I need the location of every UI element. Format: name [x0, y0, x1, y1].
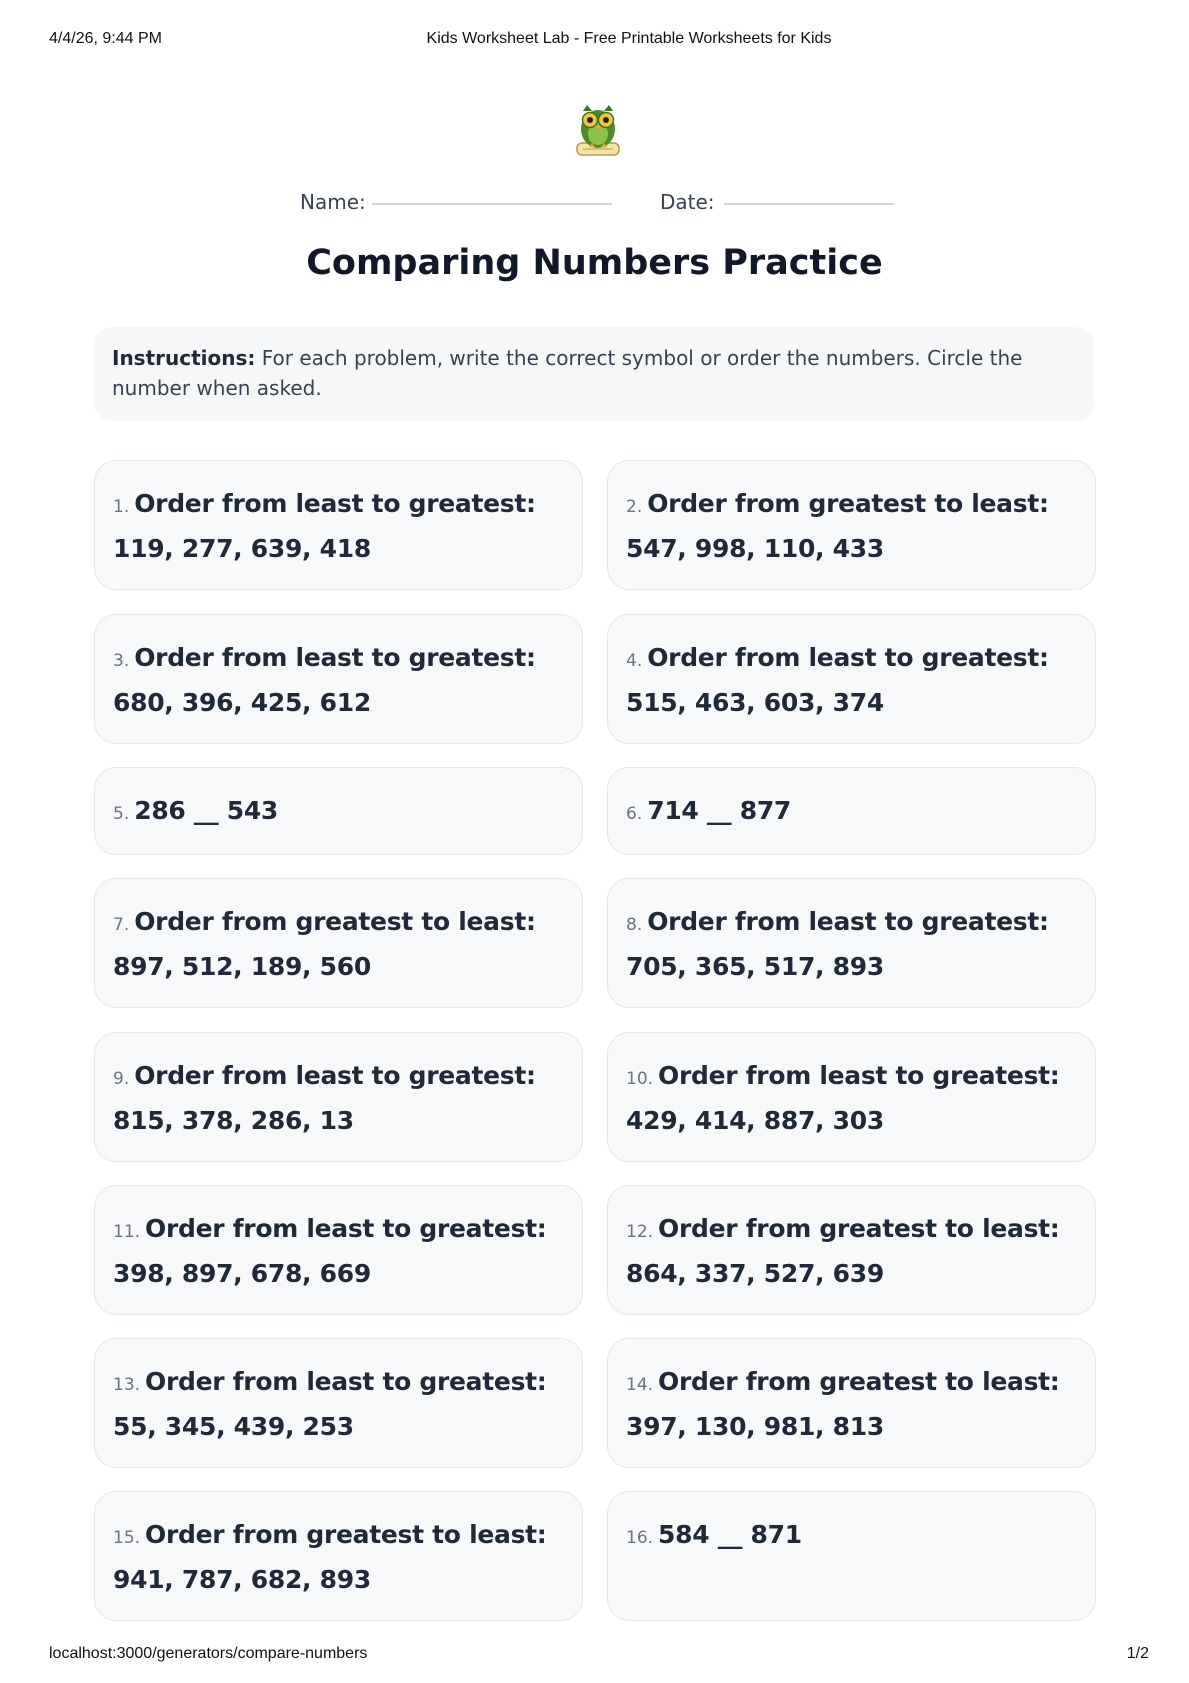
name-label: Name: — [300, 190, 366, 214]
problem-text: Order from least to greatest: 815, 378, 286, 13 — [113, 1061, 536, 1135]
problem-number: 10. — [626, 1069, 654, 1089]
problem-text: Order from least to greatest: 705, 365, 517, 893 — [626, 907, 1049, 981]
problem-card — [607, 1032, 1096, 1162]
date-label: Date: — [660, 190, 715, 214]
problem-text: Order from least to greatest: 680, 396, 425, 612 — [113, 643, 536, 717]
instructions-text: For each problem, write the correct symbol or order the numbers. Circle the number when asked. — [112, 346, 1023, 400]
problem-text: Order from least to greatest: 515, 463, 603, 374 — [626, 643, 1049, 717]
print-datetime: 4/4/26, 9:44 PM — [49, 30, 162, 47]
print-url: localhost:3000/generators/compare-numbers — [49, 1645, 368, 1662]
problem-number: 1. — [113, 497, 130, 517]
problem-card — [607, 767, 1096, 855]
problem-number: 11. — [113, 1222, 141, 1242]
problem-number: 16. — [626, 1528, 654, 1548]
problem-text: 584 __ 871 — [658, 1520, 802, 1549]
problem-text: 714 __ 877 — [647, 796, 792, 825]
print-footer — [49, 1645, 1149, 1665]
problem-text: Order from least to greatest: 119, 277, 639, 418 — [113, 489, 536, 563]
print-header — [49, 30, 1149, 50]
print-page-title: Kids Worksheet Lab - Free Printable Worksheets for Kids — [426, 30, 832, 47]
problem-number: 6. — [626, 804, 643, 824]
problem-card — [94, 878, 583, 1008]
problem-text: Order from least to greatest: 429, 414, 887, 303 — [626, 1061, 1060, 1135]
problem-number: 2. — [626, 497, 643, 517]
problem-card — [94, 1491, 583, 1621]
problem-card — [94, 1032, 583, 1162]
problem-card — [607, 1338, 1096, 1468]
problem-card — [94, 1338, 583, 1468]
problem-text: Order from greatest to least: 397, 130, 981, 813 — [626, 1367, 1060, 1441]
problem-card — [94, 767, 583, 855]
problem-number: 4. — [626, 651, 643, 671]
name-line — [372, 203, 612, 205]
problem-number: 13. — [113, 1375, 141, 1395]
problem-card — [607, 1491, 1096, 1621]
problem-card — [607, 878, 1096, 1008]
problem-number: 3. — [113, 651, 130, 671]
problem-text: Order from greatest to least: 547, 998, 110, 433 — [626, 489, 1049, 563]
problem-number: 14. — [626, 1375, 654, 1395]
instructions-label: Instructions: — [112, 346, 256, 370]
problem-number: 7. — [113, 915, 130, 935]
problem-card — [607, 1185, 1096, 1315]
instructions-box — [94, 327, 1094, 421]
problem-number: 15. — [113, 1528, 141, 1548]
worksheet-title: Comparing Numbers Practice — [306, 243, 883, 283]
problem-card — [94, 1185, 583, 1315]
problem-card — [607, 460, 1096, 590]
problem-text: Order from least to greatest: 398, 897, 678, 669 — [113, 1214, 547, 1288]
problem-number: 9. — [113, 1069, 130, 1089]
owl-logo-icon — [573, 103, 623, 159]
date-line — [724, 203, 894, 205]
problem-number: 8. — [626, 915, 643, 935]
problem-text: Order from least to greatest: 55, 345, 439, 253 — [113, 1367, 547, 1441]
problem-card — [94, 614, 583, 744]
problem-text: 286 __ 543 — [134, 796, 279, 825]
problem-card — [94, 460, 583, 590]
problem-card — [607, 614, 1096, 744]
problem-number: 5. — [113, 804, 130, 824]
problem-text: Order from greatest to least: 897, 512, 189, 560 — [113, 907, 536, 981]
problem-text: Order from greatest to least: 941, 787, 682, 893 — [113, 1520, 547, 1594]
problem-number: 12. — [626, 1222, 654, 1242]
print-page-number: 1/2 — [1126, 1645, 1149, 1662]
name-date-row — [0, 190, 1189, 220]
problem-text: Order from greatest to least: 864, 337, 527, 639 — [626, 1214, 1060, 1288]
